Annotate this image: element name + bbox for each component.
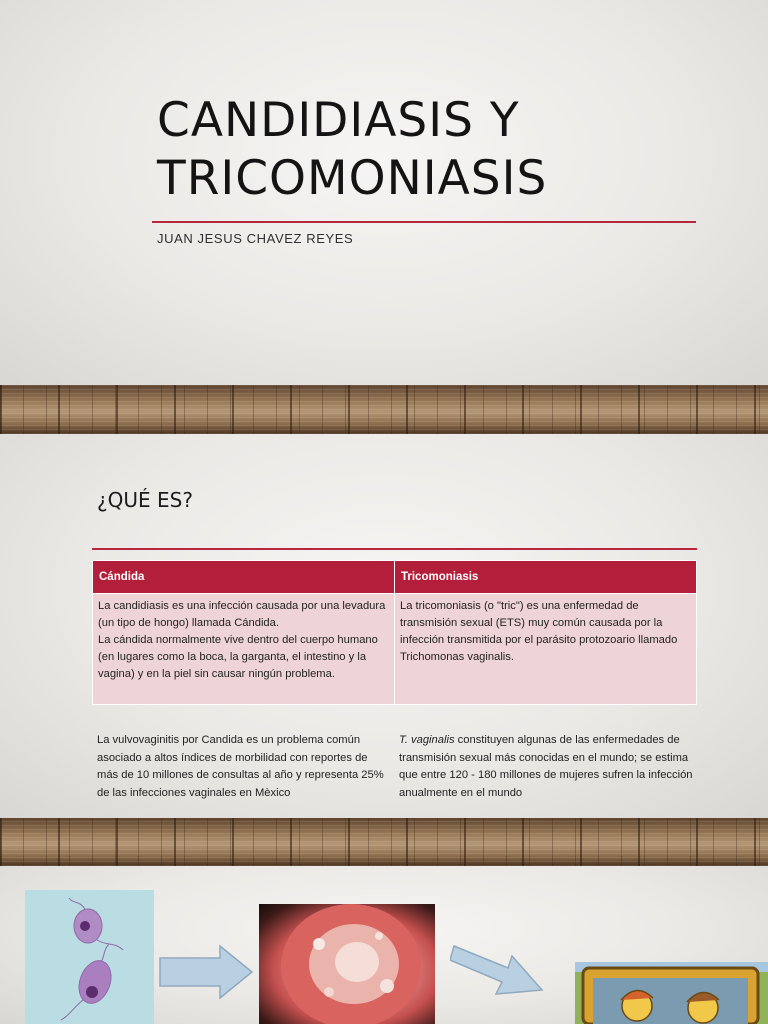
arrow-right-icon: [158, 944, 254, 1000]
table-cell-candida: La candidiasis es una infección causada por una levadura (un tipo de hongo) llamada Cándida. La cándida normalmente vive dentro del cuerpo humano (en lugares como la boca, la garganta, el intestino y la vagina) y en la piel sin causar ningún problema.: [93, 594, 395, 705]
micrograph-drawing: [25, 890, 154, 1024]
images-slide: [0, 866, 768, 1024]
table-header-tricomoniasis: Tricomoniasis: [395, 561, 697, 594]
arrow-diagonal-icon: [450, 928, 546, 998]
comparison-table: [92, 560, 697, 705]
clinical-photo-drawing: [259, 904, 435, 1024]
table-cell-tricomoniasis: La tricomoniasis (o "tric") es una enfermedad de transmisión sexual (ETS) muy común causada por la infección transmitida por el parásito protozoario llamado Trichomonas vaginalis.: [395, 594, 697, 705]
tricomoniasis-statistics-text: [399, 732, 696, 802]
wood-floor-divider: [0, 385, 768, 434]
heading-divider: [92, 548, 697, 550]
species-name: T. vaginalis: [399, 734, 455, 746]
slide-heading: ¿QUÉ ES?: [97, 488, 193, 512]
cartoon-drawing: [575, 962, 768, 1024]
candidiasis-clinical-photo: [259, 904, 435, 1024]
table-header-row: [93, 561, 697, 594]
slide-title: [157, 92, 717, 208]
trichomonas-micrograph: [25, 890, 154, 1024]
title-divider: [152, 221, 696, 223]
table-header-candida: Cándida: [93, 561, 395, 594]
table-row: [93, 594, 697, 705]
tricomoniasis-statistics-rest: constituyen algunas de las enfermedades de transmisión sexual más conocidas en el mundo; se estima que entre 120 - 180 millones de mujeres sufren la infección anualmente en el mundo: [399, 734, 693, 799]
title-slide: [0, 0, 768, 385]
title-line-1: CANDIDIASIS Y: [157, 93, 520, 148]
definition-slide: [0, 434, 768, 818]
candida-statistics-text: La vulvovaginitis por Candida es un problema común asociado a altos índices de morbilidad con reportes de más de 10 millones de consultas al año y representa 25% de las infecciones vaginales en Mèxico: [97, 734, 384, 799]
cartoon-illustration: [575, 962, 768, 1024]
title-line-2: TRICOMONIASIS: [157, 151, 548, 206]
wood-floor-divider-2: [0, 818, 768, 866]
author-name: JUAN JESUS CHAVEZ REYES: [157, 231, 354, 246]
